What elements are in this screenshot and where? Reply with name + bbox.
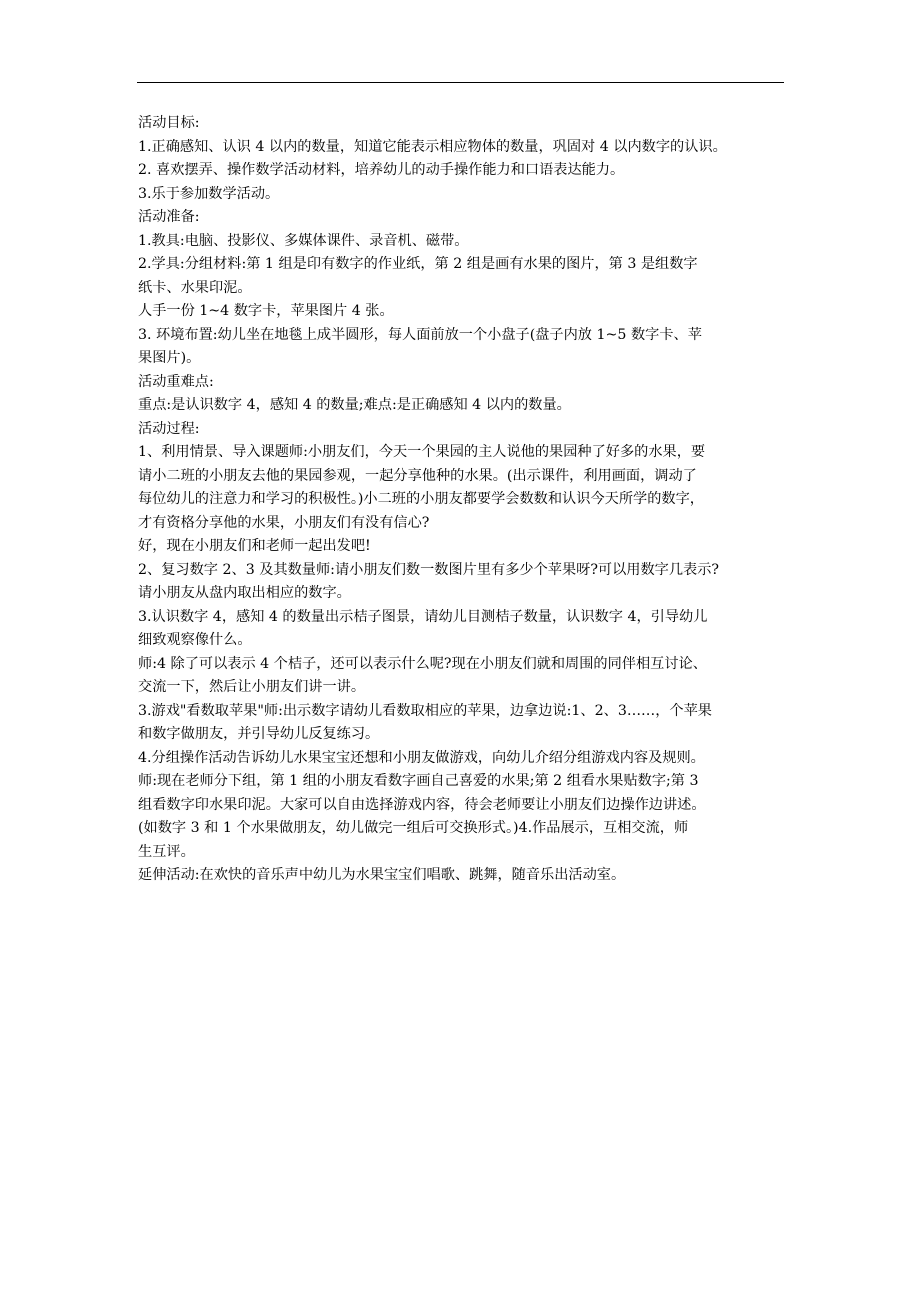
section-heading-process: 活动过程: bbox=[138, 420, 200, 437]
text-line: 人手一份 1~4 数字卡，苹果图片 4 张。 bbox=[138, 303, 394, 319]
text-line: 重点:是认识数字 4，感知 4 的数量;难点:是正确感知 4 以内的数量。 bbox=[138, 397, 571, 413]
text-line: 请小朋友从盘内取出相应的数字。 bbox=[138, 585, 351, 601]
text-line: 细致观察像什么。 bbox=[138, 632, 252, 648]
text-line: 每位幼儿的注意力和学习的积极性。)小二班的小朋友都要学会数数和认识今天所学的数字， bbox=[138, 491, 704, 507]
text-line: 3.乐于参加数学活动。 bbox=[138, 185, 280, 202]
text-line: 2.学具:分组材料:第 1 组是印有数字的作业纸，第 2 组是画有水果的图片，第 3 是组数字 bbox=[138, 256, 698, 272]
text-line: 1.教具:电脑、投影仪、多媒体课件、录音机、磁带。 bbox=[138, 232, 469, 249]
text-line: 生互评。 bbox=[138, 843, 195, 860]
text-line: 师:现在老师分下组，第 1 组的小朋友看数字画自己喜爱的水果;第 2 组看水果贴数字;第 3 bbox=[138, 773, 699, 789]
text-line: 3.认识数字 4，感知 4 的数量出示桔子图景，请幼儿目测桔子数量，认识数字 4，引导幼儿 bbox=[138, 608, 708, 625]
text-line: 好，现在小朋友们和老师一起出发吧! bbox=[138, 538, 371, 554]
text-line: 3.游戏"看数取苹果"师:出示数字请幼儿看数取相应的苹果，边拿边说:1、2、3……，个苹果 bbox=[138, 702, 712, 719]
text-line: 交流一下，然后让小朋友们讲一讲。 bbox=[138, 679, 366, 695]
text-line: 组看数字印水果印泥。大家可以自由选择游戏内容，待会老师要让小朋友们边操作边讲述。 bbox=[138, 796, 706, 813]
text-line: 纸卡、水果印泥。 bbox=[138, 279, 252, 296]
section-heading-goals: 活动目标: bbox=[138, 115, 200, 131]
text-line: 果图片)。 bbox=[138, 350, 201, 366]
text-line: 4.分组操作活动告诉幼儿水果宝宝还想和小朋友做游戏，向幼儿介绍分组游戏内容及规则。 bbox=[138, 749, 705, 766]
text-line: 请小二班的小朋友去他的果园参观，一起分享他种的水果。(出示课件，利用画面，调动了 bbox=[138, 467, 697, 484]
text-line: 和数字做朋友，并引导幼儿反复练习。 bbox=[138, 726, 380, 742]
text-line: 3. 环境布置:幼儿坐在地毯上成半圆形，每人面前放一个小盘子(盘子内放 1~5 数字卡、苹 bbox=[138, 326, 702, 343]
text-line: 2. 喜欢摆弄、操作数学活动材料，培养幼儿的动手操作能力和口语表达能力。 bbox=[138, 162, 625, 178]
document-body bbox=[138, 112, 788, 888]
text-line-extension: 延伸活动:在欢快的音乐声中幼儿为水果宝宝们唱歌、跳舞，随音乐出活动室。 bbox=[138, 867, 626, 883]
text-line: 师:4 除了可以表示 4 个桔子，还可以表示什么呢?现在小朋友们就和周围的同伴相互讨论、 bbox=[138, 655, 707, 672]
section-heading-key-points: 活动重难点: bbox=[138, 373, 214, 390]
text-line: (如数字 3 和 1 个水果做朋友，幼儿做完一组后可交换形式。)4.作品展示，互相交流，师 bbox=[138, 820, 689, 836]
header-rule bbox=[137, 82, 784, 83]
text-line: 1.正确感知、认识 4 以内的数量，知道它能表示相应物体的数量，巩固对 4 以内数字的认识。 bbox=[138, 138, 727, 155]
text-line: 2、复习数字 2、3 及其数量师:请小朋友们数一数图片里有多少个苹果呀?可以用数字几表示? bbox=[138, 561, 720, 578]
text-line: 才有资格分享他的水果，小朋友们有没有信心? bbox=[138, 514, 430, 531]
text-line: 1、利用情景、导入课题师:小朋友们，今天一个果园的主人说他的果园种了好多的水果，要 bbox=[138, 444, 706, 460]
section-heading-preparation: 活动准备: bbox=[138, 209, 200, 225]
